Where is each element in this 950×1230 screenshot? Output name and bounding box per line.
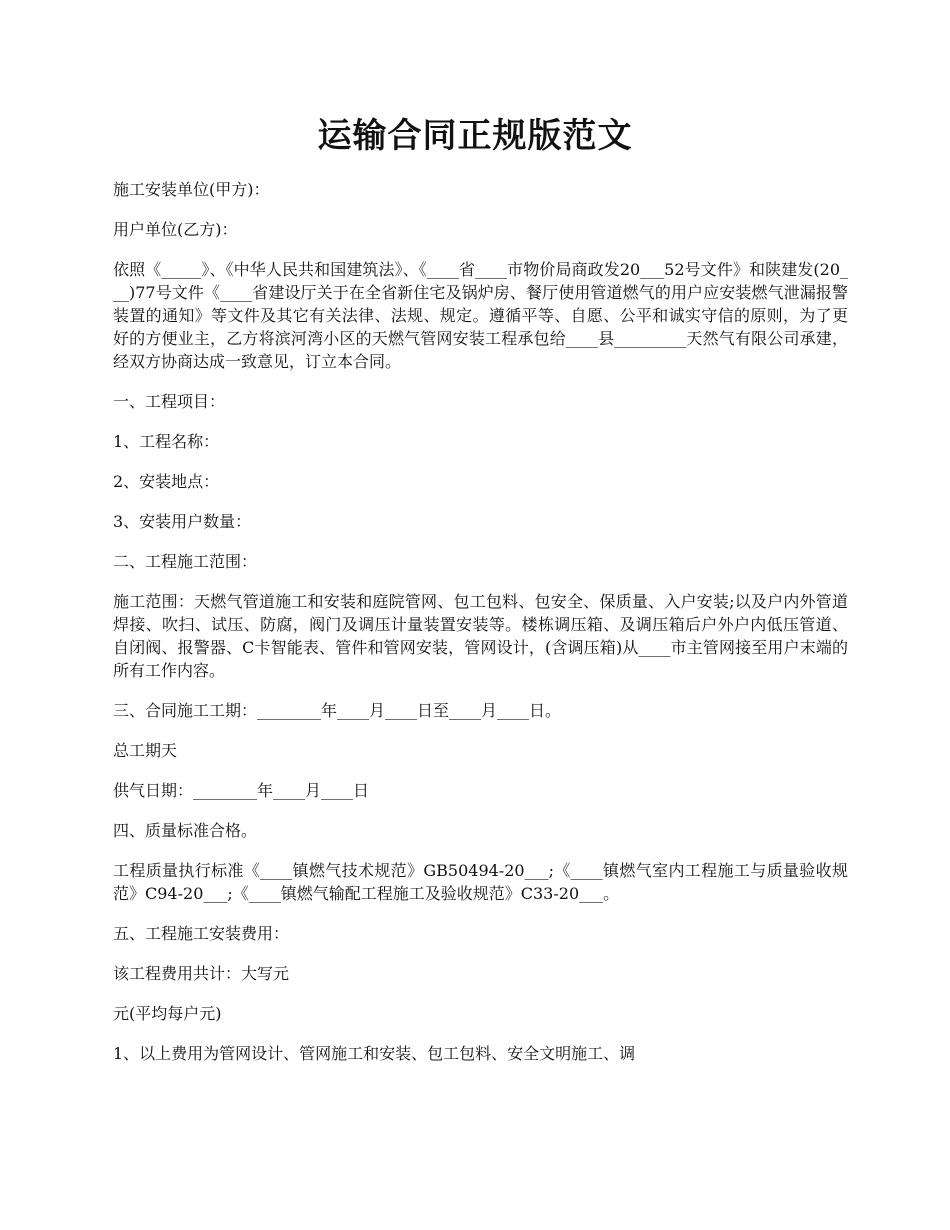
- total-duration-line: 总工期天: [113, 741, 178, 760]
- party-b-line: 用户单位(乙方)：: [113, 220, 238, 239]
- quality-standard-paragraph: 工程质量执行标准《____镇燃气技术规范》GB50494-20___;《____镇燃气室内工程施工与质量验收规范》C94-20___;《____镇燃气输配工程施工及验收规范》C33-20___。: [113, 861, 848, 903]
- section-heading: 二、工程施工范围：: [113, 552, 258, 571]
- average-cost-line: 元(平均每户元): [113, 1004, 222, 1023]
- section-heading: 一、工程项目：: [113, 392, 226, 411]
- document-title: 运输合同正规版范文: [317, 116, 633, 156]
- project-name-line: 1、工程名称：: [113, 432, 220, 451]
- preamble-paragraph: 依照《_____》、《中华人民共和国建筑法》、《____省____市物价局商政发20___52号文件》和陕建发(20___)77号文件《____省建设厅关于在全省新住宅及锅炉房、餐厅使用管道燃气的用户应安装燃气泄漏报警装置的通知》等文件及其它有关法律、法规、规定。遵循平等、自愿、公平和诚实守信的原则，为了更好的方便业主，乙方将滨河湾小区的天燃气管网安装工程承包给____县_________天然气有限公司承建，经双方协商达成一致意见，订立本合同。: [113, 260, 848, 371]
- install-location-line: 2、安装地点：: [113, 472, 220, 491]
- user-count-line: 3、安装用户数量：: [113, 512, 252, 531]
- total-cost-line: 该工程费用共计：大写元: [113, 964, 290, 983]
- section-heading: 四、质量标准合格。: [113, 821, 258, 840]
- cost-note-line: 1、以上费用为管网设计、管网施工和安装、包工包料、安全文明施工、调: [113, 1044, 636, 1063]
- gas-supply-date-line: 供气日期：________年____月____日: [113, 781, 370, 800]
- document-body: [113, 178, 848, 1082]
- schedule-line: 三、合同施工工期：________年____月____日至____月____日。: [113, 701, 562, 720]
- section-heading: 五、工程施工安装费用：: [113, 924, 290, 943]
- party-a-line: 施工安装单位(甲方)：: [113, 180, 270, 199]
- scope-paragraph: 施工范围：天燃气管道施工和安装和庭院管网、包工包料、包安全、保质量、入户安装;以及户内外管道焊接、吹扫、试压、防腐，阀门及调压计量装置安装等。楼栋调压箱、及调压箱后户外户内低压管道、自闭阀、报警器、C卡智能表、管件和管网安装，管网设计，(含调压箱)从____市主管网接至用户末端的所有工作内容。: [113, 592, 848, 680]
